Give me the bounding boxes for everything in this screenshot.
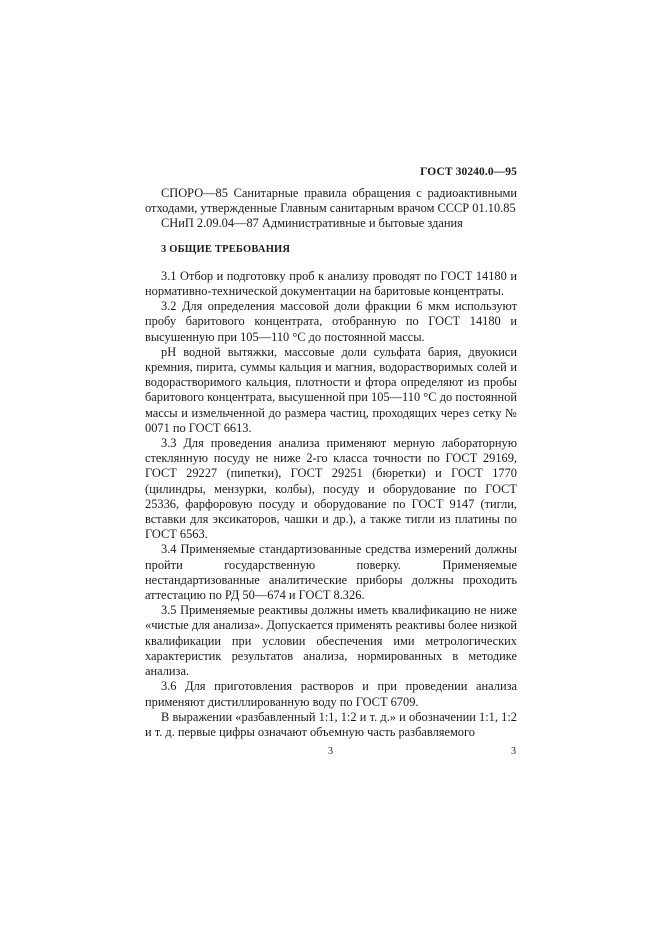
page-number-right: 3: [511, 746, 516, 757]
reference-item: СНиП 2.09.04—87 Административные и бытовые здания: [161, 216, 463, 231]
paragraph: 3.4 Применяемые стандартизованные средства измерений должны пройти государственную поверку. Применяемые нестандартизованные аналитические приборы должны проходить аттестацию по РД 50—674 и ГОСТ 8.326.: [145, 542, 517, 603]
paragraph: 3.2 Для определения массовой доли фракции 6 мкм используют пробу баритового концентрата, отобранную по ГОСТ 14180 и высушенную при 105—110 °С до постоянной массы.: [145, 299, 517, 344]
reference-item: СПОРО—85 Санитарные правила обращения с радиоактивными отходами, утвержденные Главным санитарным врачом СССР 01.10.85: [145, 186, 517, 216]
document-header: ГОСТ 30240.0—95: [420, 166, 517, 178]
paragraph: рН водной вытяжки, массовые доли сульфата бария, двуокиси кремния, пирита, суммы кальция и магния, водорастворимых солей и водорастворимого кальция, плотности и фтора определяют из пробы баритового концентрата, высушенной при 105—110 °С до постоянной массы и измельченной до размера частиц, проходящих через сетку № 0071 по ГОСТ 6613.: [145, 344, 517, 435]
document-body: [145, 186, 517, 740]
section-title: 3 ОБЩИЕ ТРЕБОВАНИЯ: [161, 243, 291, 255]
paragraph: В выражении «разбавленный 1:1, 1:2 и т. д.» и обозначении 1:1, 1:2 и т. д. первые цифры означают объемную часть разбавляемого: [145, 709, 517, 739]
page-number-center: 3: [328, 746, 333, 757]
paragraph: 3.6 Для приготовления растворов и при проведении анализа применяют дистиллированную воду по ГОСТ 6709.: [145, 679, 517, 709]
paragraph: 3.5 Применяемые реактивы должны иметь квалификацию не ниже «чистые для анализа». Допускается применять реактивы более низкой квалификации при условии обеспечения ими метрологических характеристик результатов анализа, нормированных в методике анализа.: [145, 603, 517, 679]
paragraph: 3.3 Для проведения анализа применяют мерную лабораторную стеклянную посуду не ниже 2-го класса точности по ГОСТ 29169, ГОСТ 29227 (пипетки), ГОСТ 29251 (бюретки) и ГОСТ 1770 (цилиндры, мензурки, колбы), посуду и оборудование по ГОСТ 25336, фарфоровую посуду и оборудование по ГОСТ 9147 (тигли, вставки для эксикаторов, чашки и др.), а также тигли из платины по ГОСТ 6563.: [145, 436, 517, 542]
paragraph: 3.1 Отбор и подготовку проб к анализу проводят по ГОСТ 14180 и нормативно-технической документации на баритовые концентраты.: [145, 268, 517, 299]
